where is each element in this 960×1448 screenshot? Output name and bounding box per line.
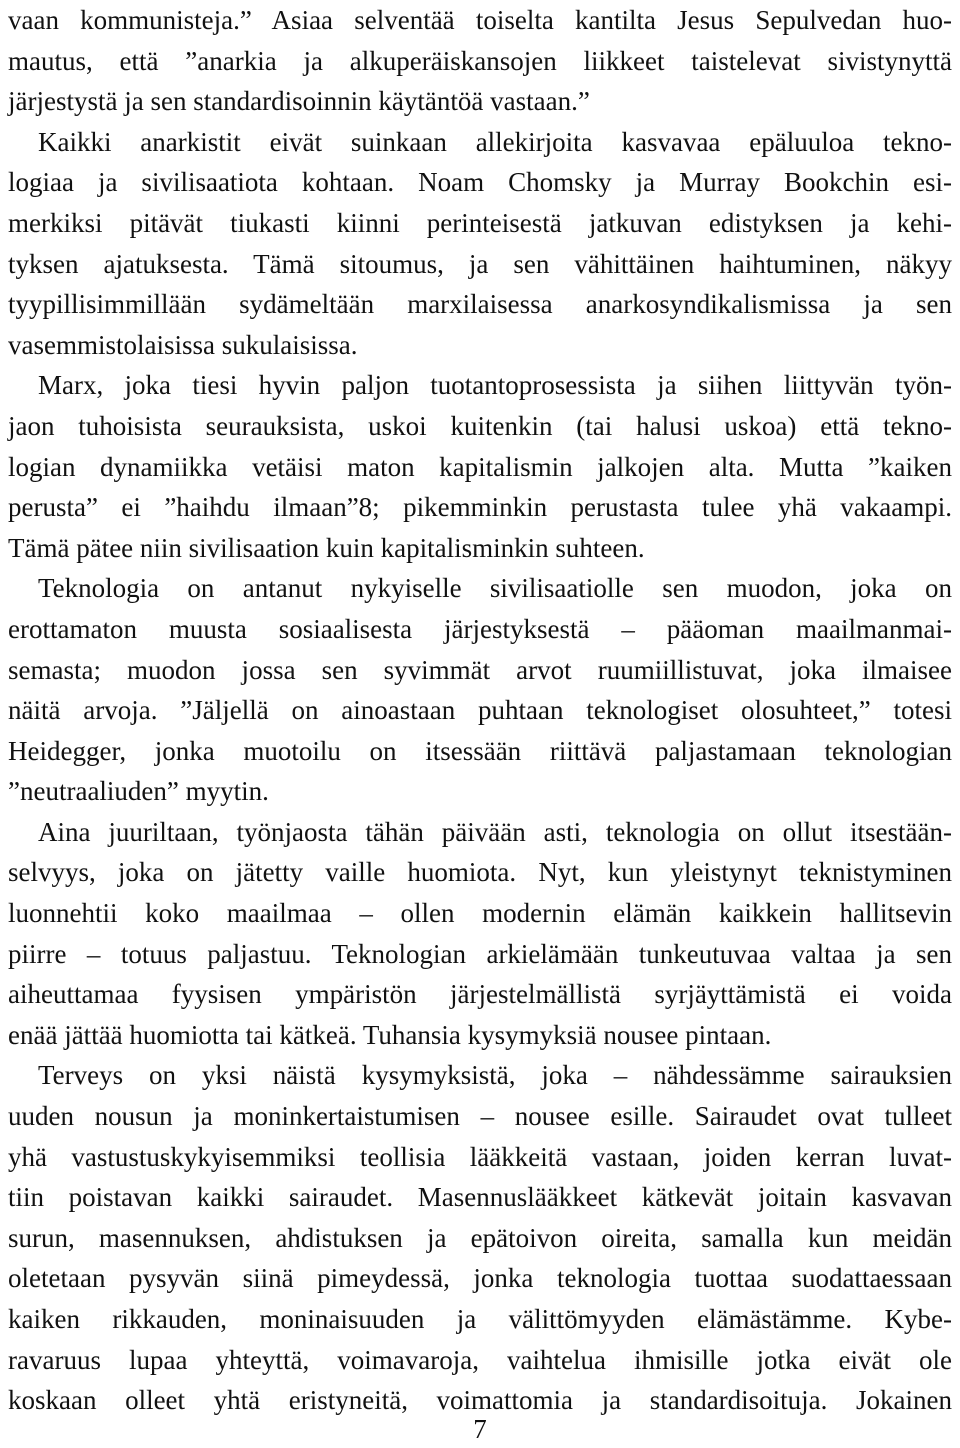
text-line: koskaan olleet yhtä eristyneitä, voimattomia ja standardisoituja. Jokainen (8, 1385, 952, 1416)
text-line: järjestystä ja sen standardisoinnin käytäntöä vastaan.” (8, 86, 590, 117)
text-line: vaan kommunisteja.” Asiaa selventää toiselta kantilta Jesus Sepulvedan huo- (8, 5, 952, 35)
text-line: enää jättää huomiotta tai kätkeä. Tuhansia kysymyksiä nousee pintaan. (8, 1019, 772, 1050)
text-line: Kaikki anarkistit eivät suinkaan allekirjoita kasvavaa epäluuloa tekno- (38, 126, 952, 157)
body-text (8, 0, 952, 1421)
text-line: kaiken rikkauden, moninaisuuden ja välittömyyden elämästämme. Kybe- (8, 1304, 952, 1334)
text-line: logiaa ja sivilisaatiota kohtaan. Noam Chomsky ja Murray Bookchin esi- (8, 167, 952, 198)
text-line: ”neutraaliuden” myytin. (8, 776, 269, 807)
text-line: Tämä pätee niin sivilisaation kuin kapitalisminkin suhteen. (8, 532, 645, 563)
text-line: aiheuttamaa fyysisen ympäristön järjestelmällistä syrjäyttämistä ei voida (8, 979, 952, 1010)
text-line: logian dynamiikka vetäisi maton kapitalismin jalkojen alta. Mutta ”kaiken (8, 451, 952, 482)
text-line: tiin poistavan kaikki sairaudet. Masennuslääkkeet kätkevät joitain kasvavan (8, 1182, 952, 1213)
text-line: perusta” ei ”haihdu ilmaan”8; pikemminkin perustasta tulee yhä vakaampi. (8, 492, 952, 523)
text-line: mautus, että ”anarkia ja alkuperäiskansojen liikkeet taistelevat sivistynyttä (8, 45, 952, 76)
text-line: yhä vastustuskykyisemmiksi teollisia lääkkeitä vastaan, joiden kerran luvat- (8, 1141, 952, 1172)
text-line: erottamaton muusta sosiaalisesta järjestyksestä – pääoman maailmanmai- (8, 613, 952, 644)
text-line: tyksen ajatuksesta. Tämä sitoumus, ja sen vähittäinen haihtuminen, näkyy (8, 248, 952, 279)
text-line: Teknologia on antanut nykyiselle sivilisaatiolle sen muodon, joka on (38, 573, 952, 604)
text-line: näitä arvoja. ”Jäljellä on ainoastaan puhtaan teknologiset olosuhteet,” totesi (8, 695, 952, 726)
text-line: oletetaan pysyvän siinä pimeydessä, jonka teknologia tuottaa suodattaessaan (8, 1263, 952, 1294)
text-line: ravaruus lupaa yhteyttä, voimavaroja, vaihtelua ihmisille jotka eivät ole (8, 1344, 952, 1375)
text-line: selvyys, joka on jätetty vaille huomiota. Nyt, kun yleistynyt teknistyminen (8, 857, 952, 888)
text-line: Heidegger, jonka muotoilu on itsessään riittävä paljastamaan teknologian (8, 735, 952, 766)
text-line: surun, masennuksen, ahdistuksen ja epätoivon oireita, samalla kun meidän (8, 1222, 952, 1253)
text-line: semasta; muodon jossa sen syvimmät arvot ruumiillistuvat, joka ilmaisee (8, 654, 952, 685)
text-line: jaon tuhoisista seurauksista, uskoi kuitenkin (tai halusi uskoa) että tekno- (8, 410, 952, 441)
text-line: Aina juuriltaan, työnjaosta tähän päivään asti, teknologia on ollut itsestään- (38, 816, 952, 847)
text-line: Terveys on yksi näistä kysymyksistä, joka – nähdessämme sairauksien (38, 1060, 952, 1091)
text-line: tyypillisimmillään sydämeltään marxilaisessa anarkosyndikalismissa ja sen (8, 289, 952, 320)
text-line: merkiksi pitävät tiukasti kiinni perinteisestä jatkuvan edistyksen ja kehi- (8, 207, 952, 238)
text-line: vasemmistolaisissa sukulaisissa. (8, 329, 358, 360)
text-line: Marx, joka tiesi hyvin paljon tuotantoprosessista ja siihen liittyvän työn- (38, 370, 952, 401)
text-line: piirre – totuus paljastuu. Teknologian arkielämään tunkeutuvaa valtaa ja sen (8, 938, 952, 969)
page-number: 7 (473, 1414, 487, 1444)
text-line: luonnehtii koko maailmaa – ollen modernin elämän kaikkein hallitsevin (8, 898, 952, 929)
text-line: uuden nousun ja moninkertaistumisen – nousee esille. Sairaudet ovat tulleet (8, 1101, 952, 1132)
